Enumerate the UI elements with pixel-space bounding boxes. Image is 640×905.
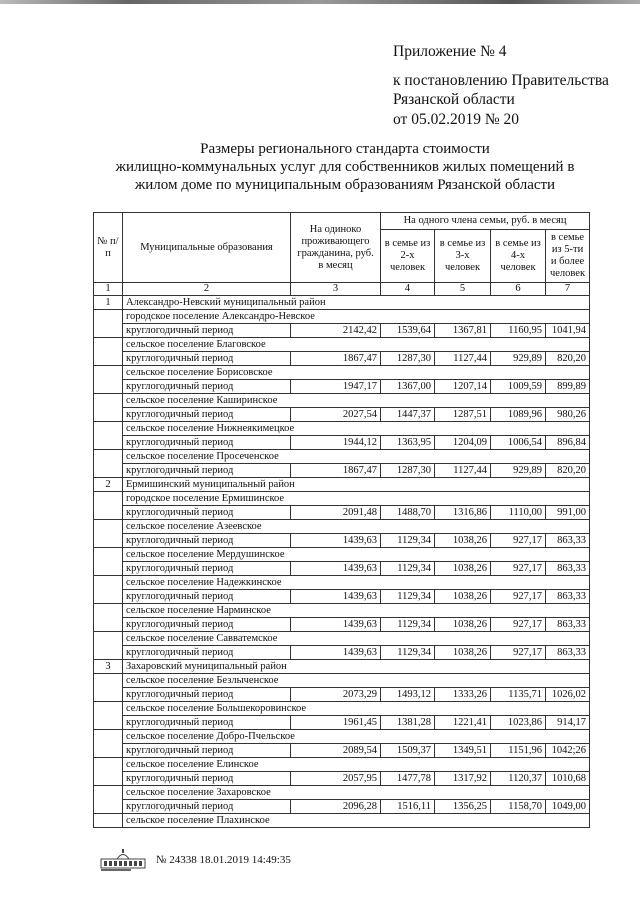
settlement-row	[94, 450, 590, 464]
settlement-row	[94, 604, 590, 618]
value-cell: 1516,11	[381, 800, 435, 814]
value-cell: 863,33	[546, 534, 590, 548]
value-cell: 2057,95	[291, 772, 381, 786]
value-cell: 1439,63	[291, 646, 381, 660]
empty-cell	[94, 366, 123, 394]
value-cell: 1204,09	[435, 436, 491, 450]
district-name: Александро-Невский муниципальный район	[123, 296, 590, 310]
value-cell: 1129,34	[381, 534, 435, 548]
period-label: круглогодичный период	[123, 534, 291, 548]
value-cell: 1317,92	[435, 772, 491, 786]
scan-edge	[0, 0, 640, 4]
value-cell: 1089,96	[491, 408, 546, 422]
period-row	[94, 716, 590, 730]
period-label: круглогодичный период	[123, 436, 291, 450]
value-cell: 980,26	[546, 408, 590, 422]
value-cell: 1961,45	[291, 716, 381, 730]
settlement-row	[94, 492, 590, 506]
value-cell: 1509,37	[381, 744, 435, 758]
period-label: круглогодичный период	[123, 562, 291, 576]
document-title	[100, 140, 590, 194]
period-row	[94, 562, 590, 576]
empty-cell	[94, 814, 123, 828]
value-cell: 1447,37	[381, 408, 435, 422]
value-cell: 2091,48	[291, 506, 381, 520]
value-cell: 1038,26	[435, 646, 491, 660]
settlement-name: сельское поселение Савватемское	[123, 632, 590, 646]
period-label: круглогодичный период	[123, 380, 291, 394]
value-cell: 927,17	[491, 562, 546, 576]
value-cell: 1947,17	[291, 380, 381, 394]
value-cell: 1207,14	[435, 380, 491, 394]
title-line: Размеры регионального стандарта стоимости	[200, 141, 490, 157]
settlement-name: городское поселение Александро-Невское	[123, 310, 590, 324]
value-cell: 927,17	[491, 618, 546, 632]
value-cell: 1120,37	[491, 772, 546, 786]
settlement-name: сельское поселение Каширинское	[123, 394, 590, 408]
value-cell: 1367,81	[435, 324, 491, 338]
district-row	[94, 660, 590, 674]
period-label: круглогодичный период	[123, 716, 291, 730]
empty-cell	[94, 604, 123, 632]
value-cell: 1477,78	[381, 772, 435, 786]
value-cell: 1287,51	[435, 408, 491, 422]
empty-cell	[94, 520, 123, 548]
column-number: 5	[435, 283, 491, 296]
period-row	[94, 800, 590, 814]
settlement-name: сельское поселение Захаровское	[123, 786, 590, 800]
period-row	[94, 646, 590, 660]
value-cell: 2027,54	[291, 408, 381, 422]
header-single: На одиноко проживающего гражданина, руб. в месяц	[291, 213, 381, 283]
period-label: круглогодичный период	[123, 464, 291, 478]
period-label: круглогодичный период	[123, 506, 291, 520]
period-label: круглогодичный период	[123, 408, 291, 422]
district-row	[94, 478, 590, 492]
column-number: 1	[94, 283, 123, 296]
value-cell: 863,33	[546, 618, 590, 632]
settlement-row	[94, 366, 590, 380]
value-cell: 1041,94	[546, 324, 590, 338]
settlement-row	[94, 632, 590, 646]
settlement-row	[94, 576, 590, 590]
column-number: 7	[546, 283, 590, 296]
settlement-name: сельское поселение Азеевское	[123, 520, 590, 534]
value-cell: 1439,63	[291, 562, 381, 576]
header-per-member: На одного члена семьи, руб. в месяц	[381, 213, 590, 230]
value-cell: 1381,28	[381, 716, 435, 730]
header-fam3: в семье из 3-х человек	[435, 230, 491, 283]
value-cell: 863,33	[546, 562, 590, 576]
settlement-name: сельское поселение Большекоровинское	[123, 702, 590, 716]
appendix-resolution: к постановлению Правительства	[393, 71, 609, 89]
value-cell: 1158,70	[491, 800, 546, 814]
settlement-row	[94, 422, 590, 436]
value-cell: 1439,63	[291, 590, 381, 604]
settlement-name: сельское поселение Надежкинское	[123, 576, 590, 590]
value-cell: 1488,70	[381, 506, 435, 520]
value-cell: 1316,86	[435, 506, 491, 520]
header-fam4: в семье из 4-х человек	[491, 230, 546, 283]
settlement-name: сельское поселение Добро-Пчельское	[123, 730, 590, 744]
settlement-row	[94, 338, 590, 352]
settlement-name: сельское поселение Безлыченское	[123, 674, 590, 688]
period-label: круглогодичный период	[123, 324, 291, 338]
value-cell: 1221,41	[435, 716, 491, 730]
district-number: 3	[94, 660, 123, 674]
header-fam2: в семье из 2-х человек	[381, 230, 435, 283]
empty-cell	[94, 702, 123, 730]
value-cell: 896,84	[546, 436, 590, 450]
value-cell: 929,89	[491, 352, 546, 366]
period-row	[94, 772, 590, 786]
settlement-row	[94, 548, 590, 562]
document-registration-number: № 24338 18.01.2019 14:49:35	[156, 854, 291, 866]
footer	[100, 848, 291, 872]
value-cell: 2073,29	[291, 688, 381, 702]
column-number: 2	[123, 283, 291, 296]
appendix-region: Рязанской области	[393, 91, 515, 108]
value-cell: 863,33	[546, 646, 590, 660]
settlement-row	[94, 394, 590, 408]
district-number: 1	[94, 296, 123, 310]
settlement-row	[94, 674, 590, 688]
column-number: 6	[491, 283, 546, 296]
value-cell: 820,20	[546, 352, 590, 366]
settlement-name: городское поселение Ермишинское	[123, 492, 590, 506]
value-cell: 1026,02	[546, 688, 590, 702]
value-cell: 1160,95	[491, 324, 546, 338]
value-cell: 1127,44	[435, 464, 491, 478]
value-cell: 1539,64	[381, 324, 435, 338]
table-body	[94, 296, 590, 828]
settlement-row	[94, 758, 590, 772]
value-cell: 1493,12	[381, 688, 435, 702]
empty-cell	[94, 576, 123, 604]
district-name: Ермишинский муниципальный район	[123, 478, 590, 492]
value-cell: 1151,96	[491, 744, 546, 758]
column-number: 4	[381, 283, 435, 296]
settlement-name: сельское поселение Благовское	[123, 338, 590, 352]
value-cell: 1010,68	[546, 772, 590, 786]
value-cell: 927,17	[491, 590, 546, 604]
header-municipality: Муниципальные образования	[123, 213, 291, 283]
title-line: жилом доме по муниципальным образованиям Рязанской области	[134, 177, 556, 193]
empty-cell	[94, 394, 123, 422]
value-cell: 1038,26	[435, 618, 491, 632]
empty-cell	[94, 632, 123, 660]
empty-cell	[94, 338, 123, 366]
empty-cell	[94, 310, 123, 338]
header-fam5: в семье из 5-ти и более человек	[546, 230, 590, 283]
value-cell: 1333,26	[435, 688, 491, 702]
value-cell: 820,20	[546, 464, 590, 478]
settlement-name: сельское поселение Нижнеякимецкое	[123, 422, 590, 436]
period-label: круглогодичный период	[123, 590, 291, 604]
settlement-row	[94, 814, 590, 828]
value-cell: 1129,34	[381, 618, 435, 632]
period-label: круглогодичный период	[123, 772, 291, 786]
period-row	[94, 352, 590, 366]
value-cell: 1042;26	[546, 744, 590, 758]
period-row	[94, 408, 590, 422]
value-cell: 1129,34	[381, 646, 435, 660]
settlement-row	[94, 702, 590, 716]
period-row	[94, 380, 590, 394]
value-cell: 1356,25	[435, 800, 491, 814]
column-number: 3	[291, 283, 381, 296]
empty-cell	[94, 730, 123, 758]
value-cell: 927,17	[491, 646, 546, 660]
value-cell: 2089,54	[291, 744, 381, 758]
settlement-name: сельское поселение Елинское	[123, 758, 590, 772]
value-cell: 863,33	[546, 590, 590, 604]
value-cell: 1867,47	[291, 464, 381, 478]
settlement-name: сельское поселение Плахинское	[123, 814, 590, 828]
value-cell: 1127,44	[435, 352, 491, 366]
period-label: круглогодичный период	[123, 744, 291, 758]
value-cell: 1439,63	[291, 534, 381, 548]
value-cell: 1367,00	[381, 380, 435, 394]
settlement-name: сельское поселение Просеченское	[123, 450, 590, 464]
value-cell: 899,89	[546, 380, 590, 394]
settlement-row	[94, 520, 590, 534]
value-cell: 927,17	[491, 534, 546, 548]
value-cell: 2096,28	[291, 800, 381, 814]
empty-cell	[94, 450, 123, 478]
settlement-name: сельское поселение Борисовское	[123, 366, 590, 380]
value-cell: 1867,47	[291, 352, 381, 366]
value-cell: 1944,12	[291, 436, 381, 450]
value-cell: 1363,95	[381, 436, 435, 450]
appendix-date: от 05.02.2019 № 20	[393, 110, 519, 128]
empty-cell	[94, 786, 123, 814]
appendix-number: Приложение № 4	[393, 43, 507, 60]
empty-cell	[94, 422, 123, 450]
value-cell: 929,89	[491, 464, 546, 478]
period-row	[94, 688, 590, 702]
value-cell: 1129,34	[381, 590, 435, 604]
value-cell: 1038,26	[435, 590, 491, 604]
empty-cell	[94, 758, 123, 786]
district-name: Захаровский муниципальный район	[123, 660, 590, 674]
period-label: круглогодичный период	[123, 646, 291, 660]
value-cell: 991,00	[546, 506, 590, 520]
value-cell: 914,17	[546, 716, 590, 730]
settlement-name: сельское поселение Мердушинское	[123, 548, 590, 562]
period-row	[94, 590, 590, 604]
value-cell: 1049,00	[546, 800, 590, 814]
value-cell: 1287,30	[381, 352, 435, 366]
period-row	[94, 744, 590, 758]
value-cell: 1287,30	[381, 464, 435, 478]
settlement-row	[94, 310, 590, 324]
period-row	[94, 506, 590, 520]
period-row	[94, 464, 590, 478]
standards-table	[93, 212, 590, 828]
settlement-name: сельское поселение Нарминское	[123, 604, 590, 618]
value-cell: 1110,00	[491, 506, 546, 520]
title-line: жилищно-коммунальных услуг для собственников жилых помещений в	[115, 159, 575, 175]
value-cell: 1135,71	[491, 688, 546, 702]
period-label: круглогодичный период	[123, 800, 291, 814]
value-cell: 1038,26	[435, 562, 491, 576]
value-cell: 1349,51	[435, 744, 491, 758]
period-label: круглогодичный период	[123, 688, 291, 702]
district-number: 2	[94, 478, 123, 492]
period-label: круглогодичный период	[123, 352, 291, 366]
period-row	[94, 534, 590, 548]
period-row	[94, 324, 590, 338]
empty-cell	[94, 492, 123, 520]
settlement-row	[94, 786, 590, 800]
value-cell: 2142,42	[291, 324, 381, 338]
value-cell: 1038,26	[435, 534, 491, 548]
period-label: круглогодичный период	[123, 618, 291, 632]
empty-cell	[94, 548, 123, 576]
registry-stamp-icon	[100, 848, 146, 872]
value-cell: 1006,54	[491, 436, 546, 450]
empty-cell	[94, 674, 123, 702]
value-cell: 1129,34	[381, 562, 435, 576]
header-no: № п/п	[94, 213, 123, 283]
value-cell: 1439,63	[291, 618, 381, 632]
value-cell: 1009,59	[491, 380, 546, 394]
period-row	[94, 618, 590, 632]
district-row	[94, 296, 590, 310]
period-row	[94, 436, 590, 450]
appendix-block	[393, 42, 609, 129]
settlement-row	[94, 730, 590, 744]
value-cell: 1023,86	[491, 716, 546, 730]
